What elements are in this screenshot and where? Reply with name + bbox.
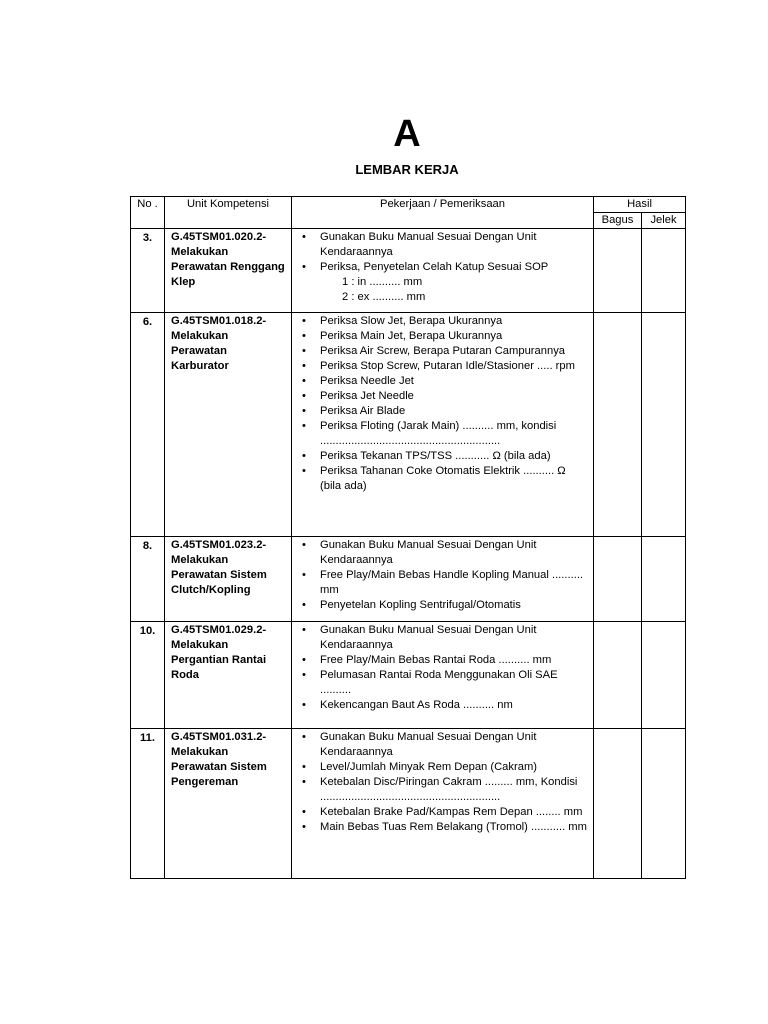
table-row (131, 729, 686, 879)
task-item: • Periksa Air Screw, Berapa Putaran Campurannya (298, 344, 589, 359)
table-row (131, 229, 686, 313)
unit-competency: G.45TSM01.023.2- Melakukan Perawatan Sistem Clutch/Kopling (165, 537, 292, 622)
result-bad-cell[interactable] (642, 229, 686, 313)
unit-competency: G.45TSM01.031.2- Melakukan Perawatan Sistem Pengereman (165, 729, 292, 879)
column-header-result: Hasil (594, 197, 686, 213)
task-item: • Pelumasan Rantai Roda Menggunakan Oli SAE .......... (298, 668, 589, 698)
task-item: • Penyetelan Kopling Sentrifugal/Otomatis (298, 598, 589, 613)
task-item: • Periksa, Penyetelan Celah Katup Sesuai SOP (298, 260, 589, 275)
unit-competency: G.45TSM01.020.2- Melakukan Perawatan Renggang Klep (165, 229, 292, 313)
task-list-cell (292, 622, 594, 729)
worksheet-table (130, 196, 686, 879)
column-header-unit: Unit Kompetensi (165, 197, 292, 229)
table-row (131, 622, 686, 729)
task-item: • Gunakan Buku Manual Sesuai Dengan Unit Kendaraannya (298, 538, 589, 568)
task-item: • Kekencangan Baut As Roda .......... nm (298, 698, 589, 713)
task-item: • Free Play/Main Bebas Handle Kopling Manual .......... mm (298, 568, 589, 598)
row-number: 3. (131, 229, 165, 313)
task-item: • Main Bebas Tuas Rem Belakang (Tromol) ........... mm (298, 820, 589, 835)
task-list (298, 230, 589, 275)
result-good-cell[interactable] (594, 229, 642, 313)
task-list-cell (292, 313, 594, 537)
result-bad-cell[interactable] (642, 622, 686, 729)
page-title: LEMBAR KERJA (355, 162, 459, 177)
unit-competency: G.45TSM01.029.2- Melakukan Pergantian Rantai Roda (165, 622, 292, 729)
task-list (298, 538, 589, 613)
result-good-cell[interactable] (594, 622, 642, 729)
row-number: 10. (131, 622, 165, 729)
result-bad-cell[interactable] (642, 729, 686, 879)
result-bad-cell[interactable] (642, 537, 686, 622)
task-list-cell (292, 229, 594, 313)
table-row (131, 537, 686, 622)
result-good-cell[interactable] (594, 313, 642, 537)
task-list (298, 314, 589, 494)
task-item: • Periksa Main Jet, Berapa Ukurannya (298, 329, 589, 344)
row-number: 6. (131, 313, 165, 537)
task-item: • Ketebalan Brake Pad/Kampas Rem Depan ........ mm (298, 805, 589, 820)
column-header-good: Bagus (594, 213, 642, 229)
table-body (131, 229, 686, 879)
task-item: • Periksa Stop Screw, Putaran Idle/Stasioner ..... rpm (298, 359, 589, 374)
row-number: 11. (131, 729, 165, 879)
task-list-cell (292, 729, 594, 879)
task-item: • Periksa Jet Needle (298, 389, 589, 404)
task-item: • Level/Jumlah Minyak Rem Depan (Cakram) (298, 760, 589, 775)
task-item: • Periksa Air Blade (298, 404, 589, 419)
task-item: • Periksa Floting (Jarak Main) .......... mm, kondisi .......................................................... (298, 419, 589, 449)
task-item: • Gunakan Buku Manual Sesuai Dengan Unit Kendaraannya (298, 230, 589, 260)
unit-competency: G.45TSM01.018.2- Melakukan Perawatan Karburator (165, 313, 292, 537)
task-item: • Free Play/Main Bebas Rantai Roda .......... mm (298, 653, 589, 668)
task-item: • Gunakan Buku Manual Sesuai Dengan Unit Kendaraannya (298, 730, 589, 760)
task-subline: 1 : in .......... mm (342, 276, 423, 288)
task-item: • Gunakan Buku Manual Sesuai Dengan Unit Kendaraannya (298, 623, 589, 653)
task-item: • Periksa Slow Jet, Berapa Ukurannya (298, 314, 589, 329)
row-number: 8. (131, 537, 165, 622)
column-header-task: Pekerjaan / Pemeriksaan (292, 197, 594, 229)
task-item: • Periksa Tekanan TPS/TSS ........... Ω (bila ada) (298, 449, 589, 464)
section-letter: A (393, 113, 421, 155)
task-list (298, 623, 589, 713)
column-header-bad: Jelek (642, 213, 686, 229)
result-bad-cell[interactable] (642, 313, 686, 537)
result-good-cell[interactable] (594, 729, 642, 879)
task-list-cell (292, 537, 594, 622)
result-good-cell[interactable] (594, 537, 642, 622)
task-subline: 2 : ex .......... mm (342, 291, 426, 303)
task-list (298, 730, 589, 835)
task-item: • Periksa Tahanan Coke Otomatis Elektrik .......... Ω (bila ada) (298, 464, 589, 494)
column-header-no: No . (131, 197, 165, 229)
task-item: • Periksa Needle Jet (298, 374, 589, 389)
task-item: • Ketebalan Disc/Piringan Cakram ......... mm, Kondisi .......................................................... (298, 775, 589, 805)
table-row (131, 313, 686, 537)
